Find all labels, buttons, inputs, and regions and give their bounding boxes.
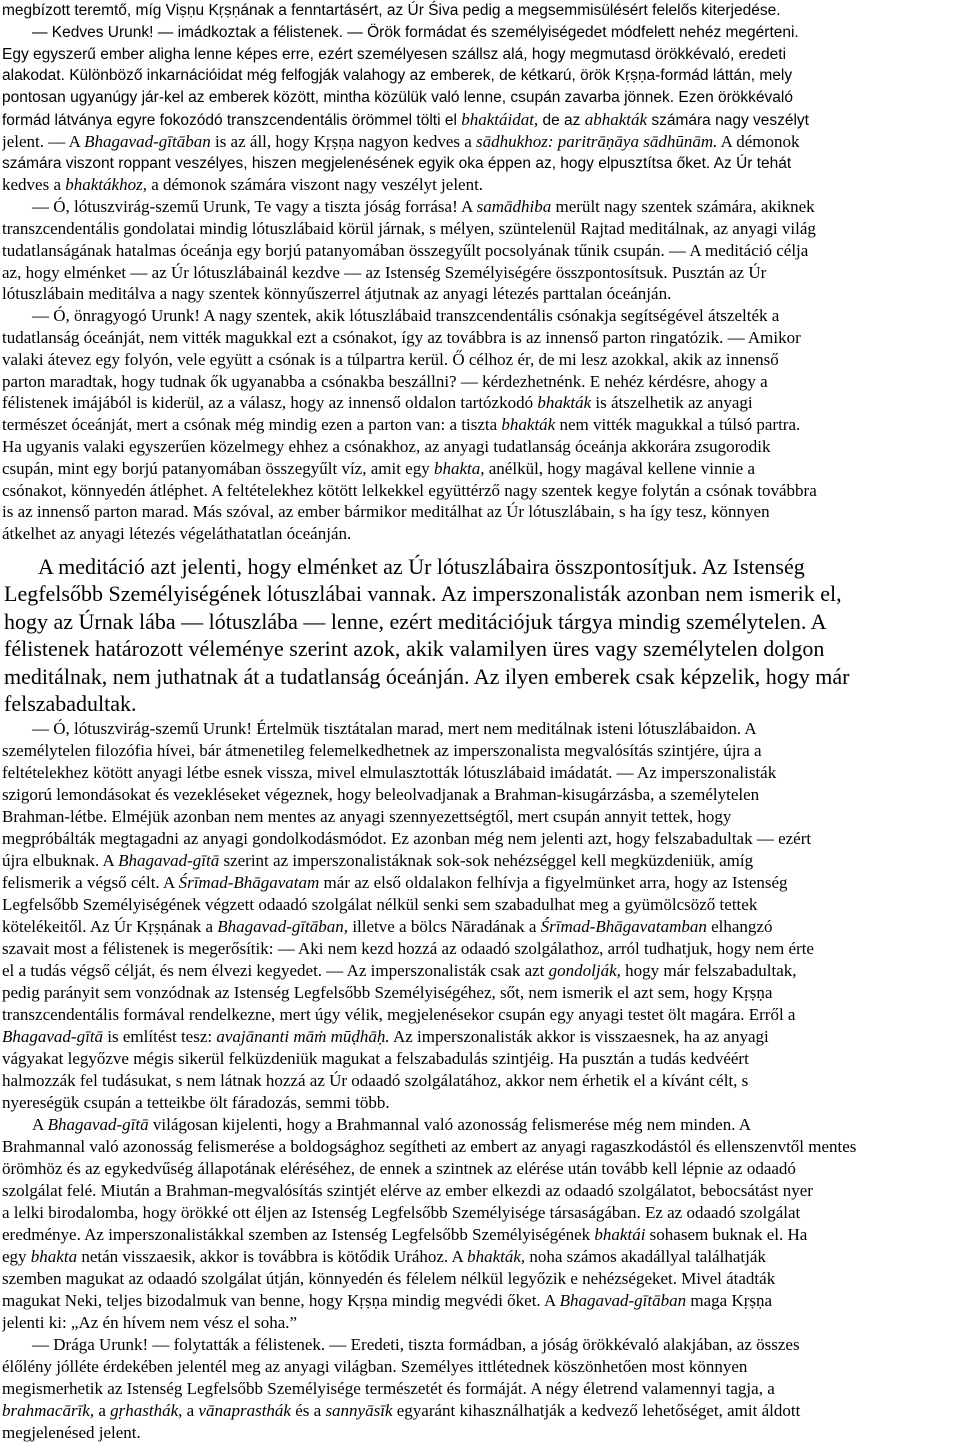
- text-line: [2, 1422, 960, 1444]
- text-run: valaki átevez egy folyón, vele együtt a csónak is a túlpartra kerül. Ő célhoz ér, de mi lesz azokkal, akik az innenső: [2, 349, 779, 369]
- text-run: pedig parányit sem vonzódnak az Istenség Legfelsőbb Személyiségéhez, sőt, nem ismerik el azt sem, hogy Kṛṣṇa: [2, 982, 773, 1002]
- text-run: transzcendentális gondolatai mindig lótuszlábaid körül járnak, s mélyen, szüntelenül Rajtad meditálnak, az anyagi világ: [2, 218, 816, 238]
- text-run: szemben magukat az odaadó szolgálat útján, könnyedén és félelem nélkül legyőzik e nehézségeket. Mivel átadták: [2, 1268, 776, 1288]
- text-run: számára nagy veszélyt: [647, 111, 809, 129]
- text-line: [2, 305, 960, 327]
- text-run: újra elbuknak. A: [2, 850, 119, 870]
- text-run: parton maradtak, hogy tudnak ők ugyanabba a csónakba beszállni? — kérdezhetnénk. E nehéz kérdésre, ahogy a: [2, 371, 768, 391]
- italic-term: Śrīmad-Bhāgavatam: [178, 872, 320, 892]
- text-run: magukat Neki, teljes bizodalmuk van benne, hogy Kṛṣṇa mindig megvédi őket. A: [2, 1290, 560, 1310]
- text-run: és a: [290, 1400, 326, 1420]
- text-line: [2, 740, 960, 762]
- text-line: [2, 109, 960, 131]
- text-run: formád látványa egyre fokozódó transzcendentális örömmel tölti el: [2, 111, 462, 129]
- text-run: A meditáció azt jelenti, hogy elménket az Úr lótuszlábaira összpontosítjuk. Az Istenség: [38, 553, 805, 579]
- text-run: Brahmannal való azonosság felismerése a boldogsághoz segítheti az embert az anyagi ragaszkodástól és ellenszenvtől mentes: [2, 1136, 857, 1156]
- paragraph: [2, 718, 960, 1114]
- text-run: tudatlanságának hatalmas óceánja egy borjú patanyomában összegyűlt pocsolyának tűnik csupán. — A meditáció célja: [2, 240, 809, 260]
- text-run: is átszelhetik az anyagi: [591, 393, 753, 413]
- text-line: [2, 1312, 960, 1334]
- text-run: szigorú lemondásokat és vezekléseket végeznek, hogy beleolvadjanak a Brahman-kisugárzásba, a személytelen: [2, 784, 760, 804]
- text-run: alakodat. Különböző inkarnációidat még felfogják valahogy az emberek, de kétkarú, örök Kṛṣṇa-formád láttán, mely: [2, 67, 793, 85]
- text-line: [2, 784, 960, 806]
- italic-term: Śrīmad-Bhāgavatamban: [540, 916, 707, 936]
- text-line: [2, 1158, 960, 1180]
- text-line: [2, 480, 960, 502]
- text-run: tudatlanság óceánját, nem vitték magukkal ezt a csónakot, így az továbbra is az innenső parton ringatózik. — Amikor: [2, 327, 801, 347]
- text-run: nem vitték magukkal a túlsó partra.: [555, 415, 801, 435]
- text-run: pontosan ugyanúgy jár-kel az emberek között, mintha közülük való lenne, csupán zavarba jönnek. Ezen örökkévaló: [2, 89, 793, 107]
- text-run: — Ó, lótuszvirág-szemű Urunk! Értelmük tisztátalan marad, mert nem meditálnak isteni lótuszlábaidon. A: [32, 718, 757, 738]
- text-line: [2, 283, 960, 305]
- italic-term: samādhiba: [476, 197, 552, 217]
- paragraph: [2, 0, 960, 22]
- text-run: egy: [2, 1246, 31, 1266]
- paragraph: [2, 1114, 960, 1334]
- text-run: jelenti ki: „Az én hívem nem vész el soha.”: [2, 1312, 298, 1332]
- text-run: A: [32, 1114, 48, 1134]
- text-line: [2, 218, 960, 240]
- text-run: szerint az imperszonalistáknak sok-sok nehézséggel kell megküzdeniük, amíg: [219, 850, 754, 870]
- text-run: Az imperszonalisták akkor is visszaesnek, ha az anyagi: [389, 1026, 769, 1046]
- text-line: [2, 1180, 960, 1202]
- text-run: megbízott teremtő, míg Viṣṇu Kṛṣṇának a fenntartásért, az Úr Śiva pedig a megsemmisülésért felelős kiterjedése.: [2, 2, 781, 19]
- text-line: [2, 1290, 960, 1312]
- italic-term: brahmacārīk,: [2, 1400, 95, 1420]
- text-run: félistenek imájából is kiderül, az a válasz, hogy az innenső oldalon tartózkodó: [2, 393, 538, 413]
- document-body: [2, 0, 960, 1444]
- text-line: [2, 501, 960, 523]
- text-run: az, hogy elménket — az Úr lótuszlábainál kezdve — az Istenség Személyiségére összpontosítsuk. Pusztán az Úr: [2, 262, 767, 282]
- text-line: [2, 44, 960, 66]
- text-run: el a tudás végső célját, és nem élvezi kegyedet. — Az imperszonalisták csak azt: [2, 960, 549, 980]
- text-line: [2, 894, 960, 916]
- paragraph: [2, 1334, 960, 1444]
- text-run: — Ó, önragyogó Urunk! A nagy szentek, akik lótuszlábaid transzcendentális csónakja segítségével átszelték a: [32, 306, 780, 326]
- text-line: [2, 1268, 960, 1290]
- text-run: csónakot, könnyedén átléphet. A feltételekhez kötött lelkekkel együttérző nagy szentek kegye folytán a csónak továbbra: [2, 480, 817, 500]
- text-run: is említést tesz:: [103, 1026, 217, 1046]
- text-run: csupán, mint egy borjú patanyomában összegyűlt víz, amit egy: [2, 458, 434, 478]
- text-line: [2, 806, 960, 828]
- text-run: számára viszont roppant veszélyes, hiszen megjelenésének egyik oka éppen az, hogy elpusztítsa őket. Az Úr tehát: [2, 154, 792, 172]
- text-run: nyereségük csupán a tetteikbe ölt fáradozás, semmi több.: [2, 1092, 390, 1112]
- text-run: személytelen filozófia hívei, bár átmenetileg felemelkedhetnek az imperszonalista megvalósítás szintjére, újra a: [2, 740, 762, 760]
- text-run: noha számos akadállyal találhatják: [525, 1246, 766, 1266]
- text-line: [4, 635, 960, 663]
- italic-term: bhaktái: [594, 1224, 646, 1244]
- paragraph: [2, 22, 960, 196]
- text-line: [2, 1378, 960, 1400]
- text-run: felszabadultak.: [4, 691, 137, 717]
- text-line: [2, 960, 960, 982]
- text-run: — Kedves Urunk! — imádkoztak a félistenek. — Örök formádat és személyiségedet módfelett nehéz megérteni.: [32, 23, 799, 41]
- text-line: [2, 938, 960, 960]
- text-line: [2, 523, 960, 545]
- text-run: anélkül, hogy magával kellene vinnie a: [484, 458, 756, 478]
- italic-term: Bhagavad-gītā: [2, 1026, 104, 1046]
- text-line: [2, 1048, 960, 1070]
- text-run: merült nagy szentek számára, akiknek: [551, 197, 815, 217]
- text-line: [2, 153, 960, 175]
- italic-term: avajānanti māṁ mūḍhāḥ.: [216, 1026, 390, 1046]
- text-run: hogy az Úrnak lába — lótuszlába — lenne, ezért meditációjuk tárgya mindig személytelen. A: [4, 608, 827, 634]
- text-line: [2, 982, 960, 1004]
- text-run: maga Kṛṣṇa: [686, 1290, 773, 1310]
- text-run: hogy már felszabadultak,: [620, 960, 797, 980]
- text-run: örömhöz és az egykedvűség állapotának eléréséhez, de ennek a szintnek az elérése után tovább kell lépnie az odaadó: [2, 1158, 796, 1178]
- text-line: [2, 392, 960, 414]
- text-run: eredménye. Az imperszonalistákkal szemben az Istenség Legfelsőbb Személyiségének: [2, 1224, 595, 1244]
- text-run: átkelhet az anyagi létezés végeláthatatlan óceánján.: [2, 524, 352, 544]
- text-run: egyaránt kihasználhatják a kedvező lehetőséget, amit áldott: [392, 1400, 801, 1420]
- text-line: [2, 762, 960, 784]
- text-run: megismerhetik az Istenség Legfelsőbb Személyisége természetét és formáját. A négy életrend valamennyi tagja, a: [2, 1378, 775, 1398]
- text-run: szavait most a félistenek is megerősítik: — Aki nem kezd hozzá az odaadó szolgálathoz, arról tudhatjuk, hogy nem érte: [2, 938, 814, 958]
- text-line: [2, 1026, 960, 1048]
- text-line: [2, 371, 960, 393]
- text-run: illetve a bölcs Nāradának a: [348, 916, 541, 936]
- text-run: transzcendentális formával rendelkezne, mert úgy vélik, megjelenésekor csupán egy anyagi testet ölt magára. Erről a: [2, 1004, 796, 1024]
- text-run: feltételekhez kötött anyagi létbe esnek vissza, mivel elmulasztották lótuszlábaid imádatát. — Az imperszonalisták: [2, 762, 777, 782]
- text-run: lótuszlábain meditálva a nagy szentek könnyűszerrel átjutnak az anyagi létezés parttalan óceánján.: [2, 284, 672, 304]
- text-line: [2, 131, 960, 153]
- text-run: Egy egyszerű ember aligha lenne képes erre, ezért személyesen szállsz alá, hogy megmutasd örökkévaló, eredeti: [2, 45, 787, 63]
- text-run: sohasem buknak el. Ha: [645, 1224, 808, 1244]
- italic-term: bhakták: [537, 393, 592, 413]
- text-line: [2, 327, 960, 349]
- text-run: felismerik a végső célt. A: [2, 872, 179, 892]
- highlighted-passage: [2, 553, 960, 718]
- text-line: [2, 196, 960, 218]
- text-line: [2, 240, 960, 262]
- text-line: [2, 1070, 960, 1092]
- text-line: [2, 1356, 960, 1378]
- text-line: [2, 262, 960, 284]
- text-line: [2, 458, 960, 480]
- text-line: [2, 349, 960, 371]
- italic-term: bhakta,: [433, 458, 485, 478]
- text-run: kötelékeitől. Az Úr Kṛṣṇának a: [2, 916, 218, 936]
- text-line: [2, 174, 960, 196]
- text-run: Ha ugyanis valaki egyszerűen közelmegy ehhez a csónakhoz, az anyagi tudatlanság óceánja akkorára zsugorodik: [2, 436, 771, 456]
- text-run: — Ó, lótuszvirág-szemű Urunk, Te vagy a tiszta jóság forrása! A: [32, 197, 477, 217]
- italic-term: Bhagavad-gītāban: [559, 1290, 687, 1310]
- text-line: [4, 663, 960, 691]
- paragraph: [2, 305, 960, 545]
- text-run: halmozzák fel tudásukat, s nem látnak hozzá az Úr odaadó szolgálatához, akkor nem érhetik el a kívánt célt, s: [2, 1070, 749, 1090]
- italic-term: bhakták,: [467, 1246, 526, 1266]
- text-line: [2, 1246, 960, 1268]
- text-run: Legfelsőbb Személyiségének végzett odaadó szolgálat nélkül senki sem szabadulhat meg a gyümölcsöző tettek: [2, 894, 758, 914]
- text-run: a démonok számára viszont nagy veszélyt jelent.: [146, 175, 484, 195]
- italic-term: bhaktáidat,: [461, 109, 539, 129]
- text-run: meditálnak, nem juthatnak át a tudatlanság óceánján. Az ilyen emberek csak képzelik, hogy már: [4, 663, 850, 689]
- text-line: [2, 1114, 960, 1136]
- text-run: kedves a: [2, 175, 66, 195]
- text-line: [4, 608, 960, 636]
- italic-term: bhaktákhoz,: [65, 175, 147, 195]
- text-run: megpróbálták megtagadni az anyagi gondolkodásmódot. Ez azonban még nem jelenti azt, hogy felszabadultak — ezért: [2, 828, 812, 848]
- italic-term: Bhagavad-gītā: [47, 1114, 149, 1134]
- text-line: [2, 1334, 960, 1356]
- text-run: természet óceánját, mert a csónak még mindig ezen a parton van: a tiszta: [2, 415, 502, 435]
- text-run: a: [182, 1400, 199, 1420]
- text-line: [2, 436, 960, 458]
- italic-term: bhakták: [501, 415, 556, 435]
- italic-term: gondolják,: [548, 960, 621, 980]
- text-line: [2, 916, 960, 938]
- italic-term: gṛhasthák,: [110, 1400, 183, 1420]
- text-line: [2, 1202, 960, 1224]
- italic-term: sādhukhoz: paritrāṇāya sādhūnām.: [476, 131, 718, 151]
- text-line: [2, 1224, 960, 1246]
- body-passage: [2, 0, 960, 545]
- paragraph: [4, 553, 960, 718]
- italic-term: sannyāsīk: [325, 1400, 393, 1420]
- text-line: [2, 718, 960, 740]
- text-line: [4, 553, 960, 581]
- text-run: Legfelsőbb Személyiségének lótuszlábai vannak. Az imperszonalisták azonban nem ismerik el,: [4, 581, 842, 607]
- body-passage: [2, 718, 960, 1444]
- text-run: is az áll, hogy Kṛṣṇa nagyon kedves a: [210, 131, 477, 151]
- text-run: a lelki birodalomba, hogy örökké ott éljen az Istenség Legfelsőbb Személyisége társaságában. Ez az odaadó szolgálat: [2, 1202, 801, 1222]
- text-run: jelent. — A: [2, 131, 85, 151]
- italic-term: bhakta: [30, 1246, 78, 1266]
- text-line: [2, 850, 960, 872]
- text-run: világosan kijelenti, hogy a Brahmannal való azonosság felismerése még nem minden. A: [148, 1114, 752, 1134]
- italic-term: Bhagavad-gītā: [118, 850, 220, 870]
- text-run: megjelenésed jelent.: [2, 1422, 141, 1442]
- text-run: — Drága Urunk! — folytatták a félistenek. — Eredeti, tiszta formádban, a jóság örökkévaló alakjában, az összes: [32, 1334, 800, 1354]
- text-run: is az innenső parton marad. Más szóval, az ember bármikor meditálhat az Úr lótuszlábain, s ha így tesz, könnyen: [2, 502, 770, 522]
- text-line: [2, 872, 960, 894]
- text-run: vágyakat legyőzve mégis sikerül felküzdeniük magukat a felszabadulás szintjéig. Ha pusztán a tudás kedvéért: [2, 1048, 749, 1068]
- text-run: a: [94, 1400, 111, 1420]
- text-line: [2, 0, 960, 22]
- text-line: [2, 65, 960, 87]
- text-run: szolgálat felé. Miután a Brahman-megvalósítás szintjét elérve az ember elkezdi az odaadó szolgálatot, bebocsátást nyer: [2, 1180, 813, 1200]
- italic-term: Bhagavad-gītāban: [84, 131, 211, 151]
- text-run: élőlény jólléte érdekében jelentél meg az anyagi világban. Személyes ittlétednek köszönhetően most könnyen: [2, 1356, 748, 1376]
- text-line: [2, 1136, 960, 1158]
- italic-term: Bhagavad-gītāban,: [217, 916, 349, 936]
- text-run: de az: [538, 111, 585, 129]
- text-run: elhangzó: [706, 916, 773, 936]
- text-line: [2, 22, 960, 44]
- text-run: Brahman-létbe. Elméjük azonban nem mentes az anyagi szennyezettségtől, mert csupán annyit tettek, hogy: [2, 806, 732, 826]
- text-line: [4, 580, 960, 608]
- text-run: már az első oldalakon felhívja a figyelmünket arra, hogy az Istenség: [319, 872, 788, 892]
- text-run: netán visszaesik, akkor is továbbra is kötődik Urához. A: [77, 1246, 468, 1266]
- italic-term: abhakták: [584, 109, 648, 129]
- text-run: félistenek határozott véleménye szerint azok, akik valamilyen üres vagy személytelen dolgon: [4, 636, 825, 662]
- text-line: [2, 1004, 960, 1026]
- text-line: [2, 1400, 960, 1422]
- text-line: [2, 414, 960, 436]
- text-run: A démonok: [717, 131, 800, 151]
- text-line: [2, 87, 960, 109]
- text-line: [2, 828, 960, 850]
- text-line: [4, 690, 960, 718]
- paragraph: [2, 196, 960, 305]
- text-line: [2, 1092, 960, 1114]
- italic-term: vānaprasthák: [198, 1400, 291, 1420]
